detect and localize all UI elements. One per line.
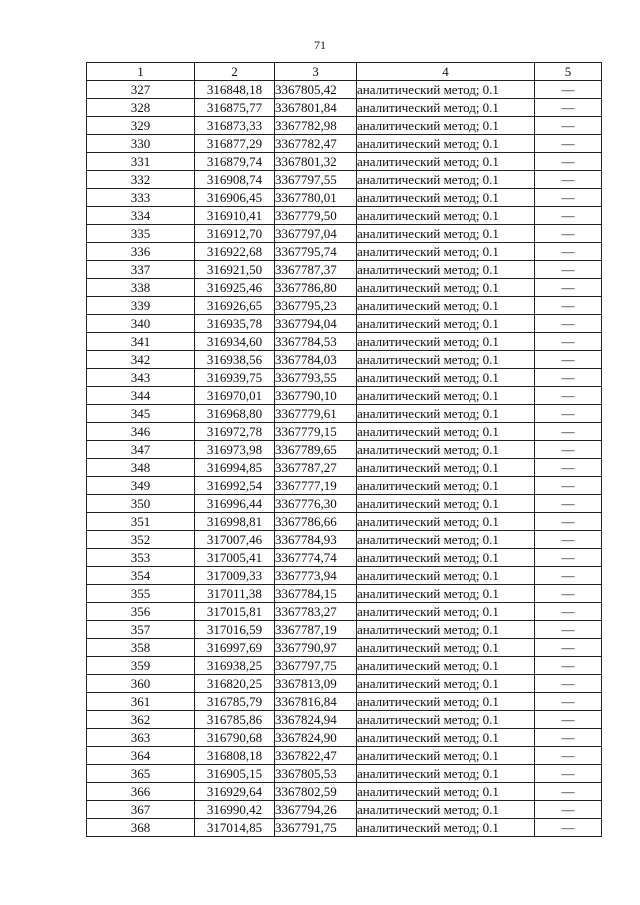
point-number-cell: 350 bbox=[87, 495, 195, 513]
x-coordinate-cell: 316922,68 bbox=[195, 243, 275, 261]
method-cell: аналитический метод; 0.1 bbox=[357, 657, 535, 675]
table-row bbox=[87, 297, 602, 315]
x-coordinate-cell: 316997,69 bbox=[195, 639, 275, 657]
y-coordinate-cell: 3367790,10 bbox=[275, 387, 357, 405]
point-number-cell: 341 bbox=[87, 333, 195, 351]
table-row bbox=[87, 459, 602, 477]
y-coordinate-cell: 3367795,74 bbox=[275, 243, 357, 261]
table-row bbox=[87, 99, 602, 117]
note-cell: — bbox=[535, 639, 602, 657]
note-cell: — bbox=[535, 531, 602, 549]
table-row bbox=[87, 171, 602, 189]
y-coordinate-cell: 3367793,55 bbox=[275, 369, 357, 387]
method-cell: аналитический метод; 0.1 bbox=[357, 729, 535, 747]
note-cell: — bbox=[535, 297, 602, 315]
point-number-cell: 334 bbox=[87, 207, 195, 225]
method-cell: аналитический метод; 0.1 bbox=[357, 315, 535, 333]
table-row bbox=[87, 729, 602, 747]
note-cell: — bbox=[535, 585, 602, 603]
method-cell: аналитический метод; 0.1 bbox=[357, 693, 535, 711]
y-coordinate-cell: 3367797,55 bbox=[275, 171, 357, 189]
point-number-cell: 346 bbox=[87, 423, 195, 441]
method-cell: аналитический метод; 0.1 bbox=[357, 441, 535, 459]
x-coordinate-cell: 316875,77 bbox=[195, 99, 275, 117]
table-row bbox=[87, 585, 602, 603]
x-coordinate-cell: 316929,64 bbox=[195, 783, 275, 801]
y-coordinate-cell: 3367787,27 bbox=[275, 459, 357, 477]
y-coordinate-cell: 3367797,04 bbox=[275, 225, 357, 243]
y-coordinate-cell: 3367786,80 bbox=[275, 279, 357, 297]
y-coordinate-cell: 3367805,53 bbox=[275, 765, 357, 783]
y-coordinate-cell: 3367805,42 bbox=[275, 81, 357, 99]
x-coordinate-cell: 317007,46 bbox=[195, 531, 275, 549]
point-number-cell: 361 bbox=[87, 693, 195, 711]
method-cell: аналитический метод; 0.1 bbox=[357, 297, 535, 315]
method-cell: аналитический метод; 0.1 bbox=[357, 549, 535, 567]
note-cell: — bbox=[535, 675, 602, 693]
y-coordinate-cell: 3367789,65 bbox=[275, 441, 357, 459]
y-coordinate-cell: 3367774,74 bbox=[275, 549, 357, 567]
y-coordinate-cell: 3367780,01 bbox=[275, 189, 357, 207]
note-cell: — bbox=[535, 441, 602, 459]
point-number-cell: 368 bbox=[87, 819, 195, 837]
note-cell: — bbox=[535, 117, 602, 135]
method-cell: аналитический метод; 0.1 bbox=[357, 153, 535, 171]
note-cell: — bbox=[535, 225, 602, 243]
table-row bbox=[87, 405, 602, 423]
table-header bbox=[87, 63, 602, 81]
point-number-cell: 352 bbox=[87, 531, 195, 549]
y-coordinate-cell: 3367787,19 bbox=[275, 621, 357, 639]
y-coordinate-cell: 3367779,15 bbox=[275, 423, 357, 441]
method-cell: аналитический метод; 0.1 bbox=[357, 567, 535, 585]
note-cell: — bbox=[535, 657, 602, 675]
method-cell: аналитический метод; 0.1 bbox=[357, 405, 535, 423]
table-row bbox=[87, 675, 602, 693]
x-coordinate-cell: 316935,78 bbox=[195, 315, 275, 333]
method-cell: аналитический метод; 0.1 bbox=[357, 207, 535, 225]
x-coordinate-cell: 316938,56 bbox=[195, 351, 275, 369]
x-coordinate-cell: 316785,79 bbox=[195, 693, 275, 711]
header-col-3: 3 bbox=[275, 63, 357, 81]
y-coordinate-cell: 3367787,37 bbox=[275, 261, 357, 279]
y-coordinate-cell: 3367824,94 bbox=[275, 711, 357, 729]
y-coordinate-cell: 3367816,84 bbox=[275, 693, 357, 711]
point-number-cell: 356 bbox=[87, 603, 195, 621]
note-cell: — bbox=[535, 495, 602, 513]
table-row bbox=[87, 153, 602, 171]
note-cell: — bbox=[535, 513, 602, 531]
point-number-cell: 327 bbox=[87, 81, 195, 99]
table-row bbox=[87, 549, 602, 567]
method-cell: аналитический метод; 0.1 bbox=[357, 639, 535, 657]
x-coordinate-cell: 316910,41 bbox=[195, 207, 275, 225]
point-number-cell: 364 bbox=[87, 747, 195, 765]
note-cell: — bbox=[535, 549, 602, 567]
y-coordinate-cell: 3367779,50 bbox=[275, 207, 357, 225]
x-coordinate-cell: 317011,38 bbox=[195, 585, 275, 603]
note-cell: — bbox=[535, 189, 602, 207]
x-coordinate-cell: 317014,85 bbox=[195, 819, 275, 837]
method-cell: аналитический метод; 0.1 bbox=[357, 351, 535, 369]
y-coordinate-cell: 3367813,09 bbox=[275, 675, 357, 693]
x-coordinate-cell: 316820,25 bbox=[195, 675, 275, 693]
note-cell: — bbox=[535, 99, 602, 117]
point-number-cell: 339 bbox=[87, 297, 195, 315]
note-cell: — bbox=[535, 819, 602, 837]
y-coordinate-cell: 3367783,27 bbox=[275, 603, 357, 621]
point-number-cell: 333 bbox=[87, 189, 195, 207]
method-cell: аналитический метод; 0.1 bbox=[357, 99, 535, 117]
method-cell: аналитический метод; 0.1 bbox=[357, 333, 535, 351]
method-cell: аналитический метод; 0.1 bbox=[357, 621, 535, 639]
method-cell: аналитический метод; 0.1 bbox=[357, 801, 535, 819]
table-row bbox=[87, 477, 602, 495]
method-cell: аналитический метод; 0.1 bbox=[357, 783, 535, 801]
y-coordinate-cell: 3367824,90 bbox=[275, 729, 357, 747]
point-number-cell: 332 bbox=[87, 171, 195, 189]
header-col-2: 2 bbox=[195, 63, 275, 81]
point-number-cell: 330 bbox=[87, 135, 195, 153]
point-number-cell: 360 bbox=[87, 675, 195, 693]
table-row bbox=[87, 513, 602, 531]
note-cell: — bbox=[535, 135, 602, 153]
coordinates-table bbox=[86, 62, 602, 837]
x-coordinate-cell: 316996,44 bbox=[195, 495, 275, 513]
point-number-cell: 347 bbox=[87, 441, 195, 459]
note-cell: — bbox=[535, 243, 602, 261]
y-coordinate-cell: 3367776,30 bbox=[275, 495, 357, 513]
table-row bbox=[87, 495, 602, 513]
table-row bbox=[87, 333, 602, 351]
table-body bbox=[87, 81, 602, 837]
point-number-cell: 344 bbox=[87, 387, 195, 405]
x-coordinate-cell: 316921,50 bbox=[195, 261, 275, 279]
table-row bbox=[87, 117, 602, 135]
x-coordinate-cell: 316994,85 bbox=[195, 459, 275, 477]
note-cell: — bbox=[535, 405, 602, 423]
method-cell: аналитический метод; 0.1 bbox=[357, 243, 535, 261]
y-coordinate-cell: 3367782,98 bbox=[275, 117, 357, 135]
x-coordinate-cell: 316905,15 bbox=[195, 765, 275, 783]
x-coordinate-cell: 316968,80 bbox=[195, 405, 275, 423]
x-coordinate-cell: 316906,45 bbox=[195, 189, 275, 207]
note-cell: — bbox=[535, 603, 602, 621]
table-row bbox=[87, 189, 602, 207]
x-coordinate-cell: 316972,78 bbox=[195, 423, 275, 441]
point-number-cell: 331 bbox=[87, 153, 195, 171]
table-row bbox=[87, 351, 602, 369]
table-row bbox=[87, 567, 602, 585]
method-cell: аналитический метод; 0.1 bbox=[357, 531, 535, 549]
table-row bbox=[87, 747, 602, 765]
y-coordinate-cell: 3367782,47 bbox=[275, 135, 357, 153]
x-coordinate-cell: 316925,46 bbox=[195, 279, 275, 297]
method-cell: аналитический метод; 0.1 bbox=[357, 225, 535, 243]
method-cell: аналитический метод; 0.1 bbox=[357, 423, 535, 441]
x-coordinate-cell: 316934,60 bbox=[195, 333, 275, 351]
page-number: 71 bbox=[314, 38, 326, 52]
y-coordinate-cell: 3367795,23 bbox=[275, 297, 357, 315]
method-cell: аналитический метод; 0.1 bbox=[357, 495, 535, 513]
x-coordinate-cell: 316973,98 bbox=[195, 441, 275, 459]
point-number-cell: 343 bbox=[87, 369, 195, 387]
point-number-cell: 353 bbox=[87, 549, 195, 567]
x-coordinate-cell: 316877,29 bbox=[195, 135, 275, 153]
y-coordinate-cell: 3367790,97 bbox=[275, 639, 357, 657]
table-row bbox=[87, 819, 602, 837]
table-row bbox=[87, 711, 602, 729]
y-coordinate-cell: 3367801,32 bbox=[275, 153, 357, 171]
table-row bbox=[87, 243, 602, 261]
header-col-5: 5 bbox=[535, 63, 602, 81]
point-number-cell: 355 bbox=[87, 585, 195, 603]
note-cell: — bbox=[535, 333, 602, 351]
note-cell: — bbox=[535, 711, 602, 729]
y-coordinate-cell: 3367784,03 bbox=[275, 351, 357, 369]
note-cell: — bbox=[535, 567, 602, 585]
point-number-cell: 345 bbox=[87, 405, 195, 423]
x-coordinate-cell: 316848,18 bbox=[195, 81, 275, 99]
note-cell: — bbox=[535, 783, 602, 801]
point-number-cell: 348 bbox=[87, 459, 195, 477]
note-cell: — bbox=[535, 315, 602, 333]
method-cell: аналитический метод; 0.1 bbox=[357, 189, 535, 207]
note-cell: — bbox=[535, 765, 602, 783]
table-row bbox=[87, 207, 602, 225]
note-cell: — bbox=[535, 279, 602, 297]
note-cell: — bbox=[535, 369, 602, 387]
point-number-cell: 329 bbox=[87, 117, 195, 135]
y-coordinate-cell: 3367791,75 bbox=[275, 819, 357, 837]
note-cell: — bbox=[535, 423, 602, 441]
y-coordinate-cell: 3367801,84 bbox=[275, 99, 357, 117]
method-cell: аналитический метод; 0.1 bbox=[357, 603, 535, 621]
note-cell: — bbox=[535, 153, 602, 171]
method-cell: аналитический метод; 0.1 bbox=[357, 819, 535, 837]
y-coordinate-cell: 3367786,66 bbox=[275, 513, 357, 531]
note-cell: — bbox=[535, 459, 602, 477]
table-row bbox=[87, 621, 602, 639]
y-coordinate-cell: 3367777,19 bbox=[275, 477, 357, 495]
y-coordinate-cell: 3367822,47 bbox=[275, 747, 357, 765]
method-cell: аналитический метод; 0.1 bbox=[357, 81, 535, 99]
y-coordinate-cell: 3367794,04 bbox=[275, 315, 357, 333]
header-col-4: 4 bbox=[357, 63, 535, 81]
point-number-cell: 328 bbox=[87, 99, 195, 117]
point-number-cell: 363 bbox=[87, 729, 195, 747]
note-cell: — bbox=[535, 207, 602, 225]
x-coordinate-cell: 317005,41 bbox=[195, 549, 275, 567]
note-cell: — bbox=[535, 729, 602, 747]
x-coordinate-cell: 317009,33 bbox=[195, 567, 275, 585]
y-coordinate-cell: 3367794,26 bbox=[275, 801, 357, 819]
x-coordinate-cell: 316938,25 bbox=[195, 657, 275, 675]
y-coordinate-cell: 3367784,53 bbox=[275, 333, 357, 351]
note-cell: — bbox=[535, 387, 602, 405]
note-cell: — bbox=[535, 621, 602, 639]
table-row bbox=[87, 315, 602, 333]
note-cell: — bbox=[535, 747, 602, 765]
x-coordinate-cell: 316926,65 bbox=[195, 297, 275, 315]
table-row bbox=[87, 279, 602, 297]
point-number-cell: 359 bbox=[87, 657, 195, 675]
method-cell: аналитический метод; 0.1 bbox=[357, 261, 535, 279]
note-cell: — bbox=[535, 693, 602, 711]
note-cell: — bbox=[535, 351, 602, 369]
header-col-1: 1 bbox=[87, 63, 195, 81]
point-number-cell: 338 bbox=[87, 279, 195, 297]
method-cell: аналитический метод; 0.1 bbox=[357, 765, 535, 783]
x-coordinate-cell: 317016,59 bbox=[195, 621, 275, 639]
x-coordinate-cell: 316808,18 bbox=[195, 747, 275, 765]
method-cell: аналитический метод; 0.1 bbox=[357, 387, 535, 405]
x-coordinate-cell: 316939,75 bbox=[195, 369, 275, 387]
method-cell: аналитический метод; 0.1 bbox=[357, 135, 535, 153]
x-coordinate-cell: 317015,81 bbox=[195, 603, 275, 621]
y-coordinate-cell: 3367784,15 bbox=[275, 585, 357, 603]
table-row bbox=[87, 603, 602, 621]
point-number-cell: 367 bbox=[87, 801, 195, 819]
table-row bbox=[87, 423, 602, 441]
note-cell: — bbox=[535, 261, 602, 279]
point-number-cell: 365 bbox=[87, 765, 195, 783]
x-coordinate-cell: 316879,74 bbox=[195, 153, 275, 171]
point-number-cell: 351 bbox=[87, 513, 195, 531]
x-coordinate-cell: 316873,33 bbox=[195, 117, 275, 135]
x-coordinate-cell: 316912,70 bbox=[195, 225, 275, 243]
x-coordinate-cell: 316998,81 bbox=[195, 513, 275, 531]
method-cell: аналитический метод; 0.1 bbox=[357, 747, 535, 765]
method-cell: аналитический метод; 0.1 bbox=[357, 279, 535, 297]
point-number-cell: 340 bbox=[87, 315, 195, 333]
table-row bbox=[87, 531, 602, 549]
point-number-cell: 362 bbox=[87, 711, 195, 729]
note-cell: — bbox=[535, 171, 602, 189]
point-number-cell: 366 bbox=[87, 783, 195, 801]
table-row bbox=[87, 639, 602, 657]
y-coordinate-cell: 3367779,61 bbox=[275, 405, 357, 423]
x-coordinate-cell: 316790,68 bbox=[195, 729, 275, 747]
method-cell: аналитический метод; 0.1 bbox=[357, 675, 535, 693]
table-row bbox=[87, 225, 602, 243]
table-row bbox=[87, 387, 602, 405]
method-cell: аналитический метод; 0.1 bbox=[357, 711, 535, 729]
point-number-cell: 357 bbox=[87, 621, 195, 639]
method-cell: аналитический метод; 0.1 bbox=[357, 369, 535, 387]
y-coordinate-cell: 3367784,93 bbox=[275, 531, 357, 549]
x-coordinate-cell: 316785,86 bbox=[195, 711, 275, 729]
table-row bbox=[87, 657, 602, 675]
table-row bbox=[87, 81, 602, 99]
x-coordinate-cell: 316990,42 bbox=[195, 801, 275, 819]
x-coordinate-cell: 316992,54 bbox=[195, 477, 275, 495]
table-row bbox=[87, 369, 602, 387]
table-row bbox=[87, 693, 602, 711]
note-cell: — bbox=[535, 801, 602, 819]
point-number-cell: 349 bbox=[87, 477, 195, 495]
method-cell: аналитический метод; 0.1 bbox=[357, 477, 535, 495]
point-number-cell: 336 bbox=[87, 243, 195, 261]
y-coordinate-cell: 3367797,75 bbox=[275, 657, 357, 675]
method-cell: аналитический метод; 0.1 bbox=[357, 585, 535, 603]
point-number-cell: 337 bbox=[87, 261, 195, 279]
table-row bbox=[87, 765, 602, 783]
y-coordinate-cell: 3367773,94 bbox=[275, 567, 357, 585]
method-cell: аналитический метод; 0.1 bbox=[357, 171, 535, 189]
table-row bbox=[87, 783, 602, 801]
method-cell: аналитический метод; 0.1 bbox=[357, 459, 535, 477]
x-coordinate-cell: 316908,74 bbox=[195, 171, 275, 189]
table-row bbox=[87, 441, 602, 459]
header-row bbox=[87, 63, 602, 81]
point-number-cell: 354 bbox=[87, 567, 195, 585]
point-number-cell: 358 bbox=[87, 639, 195, 657]
point-number-cell: 335 bbox=[87, 225, 195, 243]
table-row bbox=[87, 801, 602, 819]
table-row bbox=[87, 261, 602, 279]
note-cell: — bbox=[535, 477, 602, 495]
table-row bbox=[87, 135, 602, 153]
method-cell: аналитический метод; 0.1 bbox=[357, 117, 535, 135]
x-coordinate-cell: 316970,01 bbox=[195, 387, 275, 405]
note-cell: — bbox=[535, 81, 602, 99]
method-cell: аналитический метод; 0.1 bbox=[357, 513, 535, 531]
point-number-cell: 342 bbox=[87, 351, 195, 369]
y-coordinate-cell: 3367802,59 bbox=[275, 783, 357, 801]
